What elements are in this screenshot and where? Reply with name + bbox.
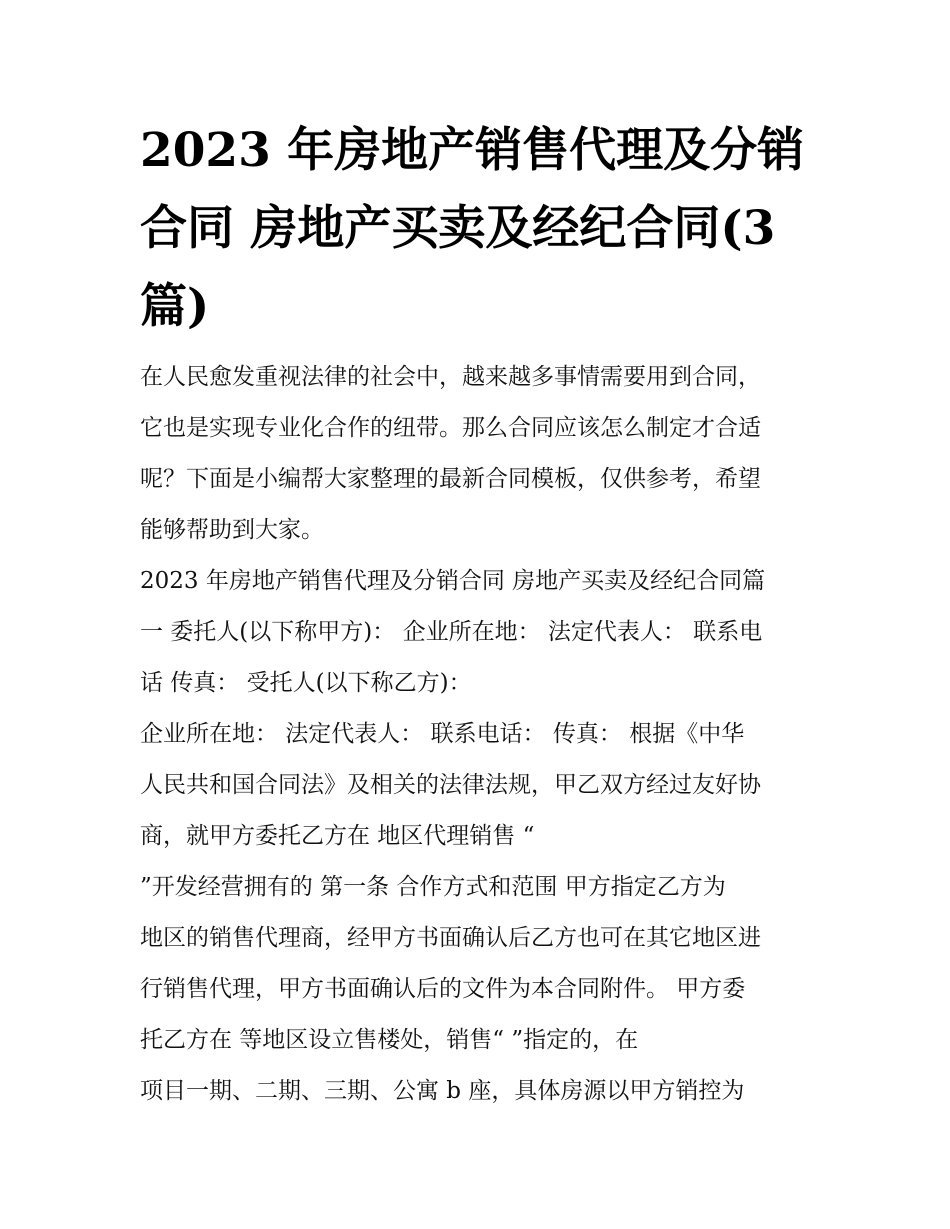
body-line: 在人民愈发重视法律的社会中，越来越多事情需要用到合同， [140, 364, 761, 390]
body-line: 商，就甲方委托乙方在 地区代理销售 “ [140, 823, 535, 849]
body-line: 它也是实现专业化合作的纽带。那么合同应该怎么制定才合适 [140, 415, 761, 441]
title-line: 合同 房地产买卖及经纪合同(3 [140, 201, 776, 256]
body-line: 能够帮助到大家。 [140, 517, 324, 543]
body-line: 行销售代理，甲方书面确认后的文件为本合同附件。 甲方委 [140, 976, 746, 1002]
body-line: 地区的销售代理商，经甲方书面确认后乙方也可在其它地区进 [140, 925, 761, 951]
body-line: 一 委托人(以下称甲方)： 企业所在地： 法定代表人： 联系电 [140, 619, 763, 645]
document-title [140, 112, 820, 346]
body-line: ”开发经营拥有的 第一条 合作方式和范围 甲方指定乙方为 [140, 874, 726, 900]
body-line: 企业所在地： 法定代表人： 联系电话： 传真： 根据《中华 [140, 721, 745, 747]
title-line: 2023 年房地产销售代理及分销 [140, 123, 805, 178]
body-line: 话 传真： 受托人(以下称乙方)： [140, 670, 472, 696]
document-body [140, 352, 820, 1117]
body-line: 呢？下面是小编帮大家整理的最新合同模板，仅供参考，希望 [140, 466, 761, 492]
body-line: 2023 年房地产销售代理及分销合同 房地产买卖及经纪合同篇 [140, 568, 766, 594]
body-line: 托乙方在 等地区设立售楼处，销售“ ”指定的，在 [140, 1027, 639, 1053]
body-line: 人民共和国合同法》及相关的法律法规，甲乙双方经过友好协 [140, 772, 761, 798]
title-line: 篇) [140, 279, 210, 334]
body-line: 项目一期、二期、三期、公寓 b 座，具体房源以甲方销控为 [140, 1078, 745, 1104]
